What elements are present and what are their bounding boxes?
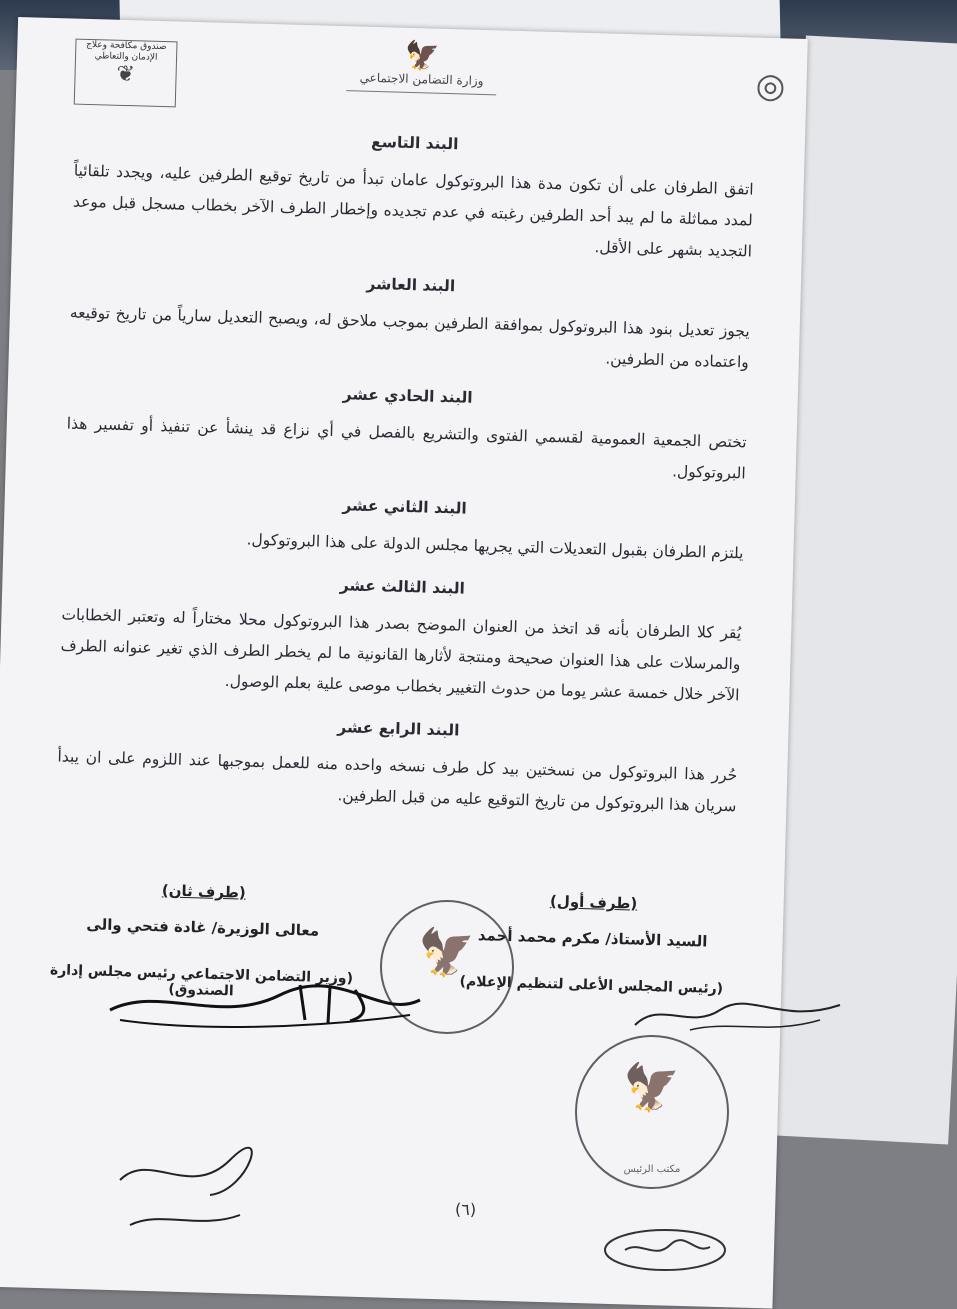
stamp-seal-icon [575,1035,729,1189]
fund-logo [74,39,178,108]
handwritten-note [110,1140,260,1240]
eagle-emblem-icon: 🦅 [623,1060,681,1114]
clause-text: يجوز تعديل بنود هذا البروتوكول بموافقة الطرفين بموجب ملاحق له، ويصبح التعديل سارياً من تاريخ توقيعه واعتماده من الطرفين. [69,303,750,372]
clause [66,372,748,490]
handwritten-number [600,1225,730,1275]
clause-text: حُرر هذا البروتوكول من نسختين بيد كل طرف نسخه واحده منه للعمل بموجبها عند اللزوم على ان يبدأ سريان هذا البروتوكول من تاريخ التوقيع عليه من قبل الطرفين. [57,747,738,816]
eagle-emblem-icon: 🦅 [418,925,476,979]
council-logo-icon: ◎ [755,65,786,107]
fund-logo-text: صندوق مكافحة وعلاج الإدمان والتعاطي [86,39,167,63]
stamp-text: مكتب الرئيس [623,1164,681,1175]
party-one-label: (طرف أول) [549,892,638,913]
party-two-title: (وزير التضامن الاجتماعي رئيس مجلس إدارة الصندوق) [49,962,354,1000]
signature-party-two [100,975,430,1035]
clause [69,261,751,379]
party-two-name: معالى الوزيرة/ غادة فتحي والى [86,915,320,940]
page-number: (٦) [454,1199,477,1220]
ministry-header [346,38,497,95]
clause [56,704,738,822]
party-two-label: (طرف ثان) [161,881,246,902]
clause-text: تختص الجمعية العمومية لقسمي الفتوى والتشريع بالفصل في أي نزاع قد ينشأ عن تنفيذ أو تفسير هذا البروتوكول. [66,414,747,483]
clause [72,119,755,268]
party-one-title: (رئيس المجلس الأعلى لتنظيم الإعلام) [459,973,724,998]
clause-title: البند الرابع عشر [337,718,460,740]
clause-title: البند التاسع [370,132,459,154]
eagle-emblem-icon: 🦅 [404,38,441,73]
ministry-name: وزارة التضامن الاجتماعي [359,70,484,88]
party-one-name: السيد الأستاذ/ مكرم محمد أحمد [477,926,708,951]
clause [59,562,742,711]
signature-party-one [630,990,850,1040]
hands-logo-icon: ❦ [116,61,136,88]
clause-title: البند العاشر [366,274,456,296]
clause-title: البند الحادي عشر [342,385,473,407]
clause-text: اتفق الطرفان على أن تكون مدة هذا البروتوكول عامان تبدأ من تاريخ توقيع الطرفين عليه، ويجدد تلقائياً لمدد مماثلة ما لم يبد أحد الطرفين رغبته في عدم تجديده وإخطار الطرف الآخر بخطاب مسجل قبل موعد التجديد بشهر على الأقل. [72,161,754,261]
clause-title: البند الثاني عشر [342,496,468,518]
clause-text: يُقر كلا الطرفان بأنه قد اتخذ من العنوان الموضح بصدر هذا البروتوكول محلا مختاراً له وتعتبر الخطابات والمرسلات على هذا العنوان صحيحة ومنتجة لأثارها القانونية ما لم يخطر الطرف الذي تغير عنوانه الطرف الآخر خلال خمسة عشر يوما من حدوث التغيير بخطاب موصى علية بعلم الوصول. [60,605,742,705]
document-body [56,119,755,835]
clause-title: البند الثالث عشر [339,576,466,598]
clause [63,482,745,569]
header-rule [346,90,496,95]
clause-text: يلتزم الطرفان بقبول التعديلات التي يجريها مجلس الدولة على هذا البروتوكول. [246,530,744,563]
